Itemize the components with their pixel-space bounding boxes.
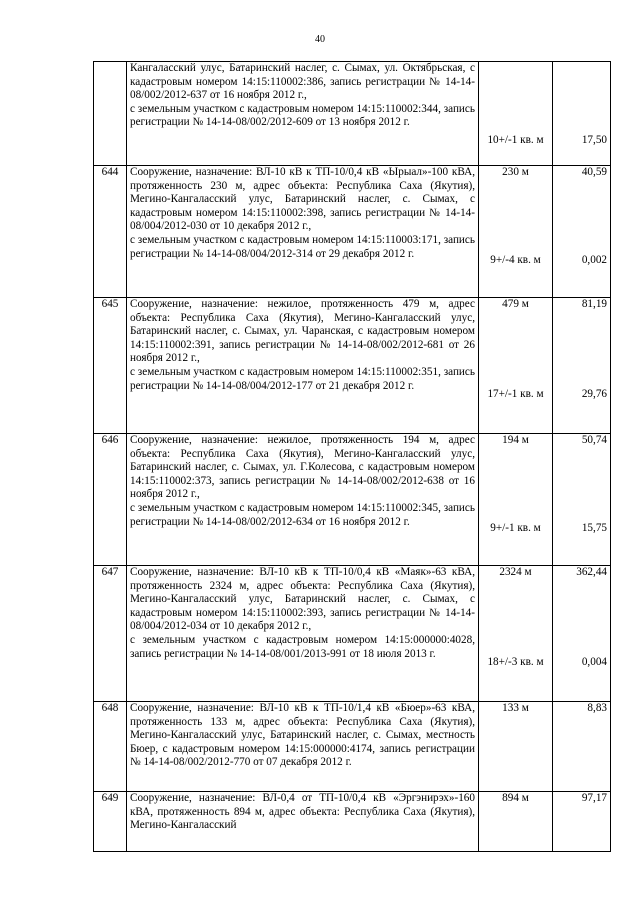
structure-value: 8,83 <box>587 702 607 714</box>
row-number: 648 <box>94 702 127 792</box>
value-cell <box>553 298 611 434</box>
object-description <box>127 702 479 792</box>
land-plot-text: с земельным участком с кадастровым номером 14:15:000000:4028, запись регистрации № 14-14-08/001/2013-991 от 18 июля 2013 г. <box>130 633 475 660</box>
land-value: 0,002 <box>581 254 607 266</box>
quantity-cell <box>479 62 553 166</box>
structure-text: Сооружение, назначение: ВЛ-10 кВ к ТП-10/0,4 кВ «Ырыал»-100 кВА, протяженность 230 м, адрес объекта: Республика Саха (Якутия), Мегино-Кангаласский улус, Батаринский наслег, с. Сымах, с кадастровым номером 14:15:110002:398, запись регистрации № 14-14-08/004/2012-030 от 10 декабря 2012 г., <box>130 166 475 233</box>
table-row <box>94 434 611 566</box>
object-description <box>127 566 479 702</box>
land-plot-text: с земельным участком с кадастровым номером 14:15:110002:345, запись регистрации № 14-14-08/002/2012-634 от 16 ноября 2012 г. <box>130 501 475 528</box>
row-number: 646 <box>94 434 127 566</box>
row-number: 647 <box>94 566 127 702</box>
value-cell <box>553 792 611 852</box>
structure-text: Сооружение, назначение: нежилое, протяженность 479 м, адрес объекта: Республика Саха (Якутия), Мегино-Кангаласский улус, Батаринский наслег, с. Сымах, ул. Чаранская, с кадастровым номером 14:15:110002:391, запись регистрации № 14-14-08/002/2012-681 от 26 ноября 2012 г., <box>130 298 475 365</box>
structure-text: Сооружение, назначение: нежилое, протяженность 194 м, адрес объекта: Республика Саха (Якутия), Мегино-Кангаласский улус, Батаринский наслег, с. Сымах, ул. Г.Колесова, с кадастровым номером 14:15:110002:373, запись регистрации № 14-14-08/002/2012-638 от 16 ноября 2012 г., <box>130 434 475 501</box>
page-number: 40 <box>315 34 325 45</box>
structure-value: 40,59 <box>581 166 607 178</box>
land-area: 9+/-1 кв. м <box>490 522 541 534</box>
land-plot-text: с земельным участком с кадастровым номером 14:15:110002:344, запись регистрации № 14-14-08/002/2012-609 от 13 ноября 2012 г. <box>130 102 475 129</box>
quantity-cell <box>479 792 553 852</box>
table-row <box>94 792 611 852</box>
value-cell <box>553 566 611 702</box>
structure-text: Сооружение, назначение: ВЛ-0,4 от ТП-10/0,4 кВ «Эргэнирэх»-160 кВА, протяженность 894 м, адрес объекта: Республика Саха (Якутия), Мегино-Кангаласский <box>130 792 475 832</box>
value-cell <box>553 166 611 298</box>
structure-value: 362,44 <box>576 566 607 578</box>
row-number: 644 <box>94 166 127 298</box>
structure-value: 50,74 <box>581 434 607 446</box>
quantity-cell <box>479 434 553 566</box>
land-value: 15,75 <box>581 522 607 534</box>
structure-length: 894 м <box>502 792 529 804</box>
object-description <box>127 62 479 166</box>
structure-length: 2324 м <box>499 566 532 578</box>
land-plot-text: с земельным участком с кадастровым номером 14:15:110002:351, запись регистрации № 14-14-08/004/2012-177 от 21 декабря 2012 г. <box>130 365 475 392</box>
quantity-cell <box>479 298 553 434</box>
quantity-cell <box>479 566 553 702</box>
object-description <box>127 298 479 434</box>
structure-length: 133 м <box>502 702 529 714</box>
land-value: 29,76 <box>581 388 607 400</box>
land-area: 18+/-3 кв. м <box>487 656 544 668</box>
structure-value: 81,19 <box>581 298 607 310</box>
value-cell <box>553 434 611 566</box>
land-area: 17+/-1 кв. м <box>487 388 544 400</box>
object-description <box>127 792 479 852</box>
table-row <box>94 702 611 792</box>
structure-text: Сооружение, назначение: ВЛ-10 кВ к ТП-10/1,4 кВ «Бюер»-63 кВА, протяженность 133 м, адрес объекта: Республика Саха (Якутия), Мегино-Кангаласский улус, Батаринский наслег, с. Сымах, местность Бюер, с кадастровым номером 14:15:000000:4174, запись регистрации № 14-14-08/002/2012-770 от 07 декабря 2012 г. <box>130 702 475 769</box>
table-row <box>94 566 611 702</box>
quantity-cell <box>479 702 553 792</box>
quantity-cell <box>479 166 553 298</box>
value-cell <box>553 702 611 792</box>
row-number: 649 <box>94 792 127 852</box>
structure-length: 194 м <box>502 434 529 446</box>
land-value: 0,004 <box>581 656 607 668</box>
structure-length: 230 м <box>502 166 529 178</box>
land-area: 9+/-4 кв. м <box>490 254 541 266</box>
object-description <box>127 434 479 566</box>
object-description <box>127 166 479 298</box>
table-row <box>94 62 611 166</box>
land-area: 10+/-1 кв. м <box>487 134 544 146</box>
structure-length: 479 м <box>502 298 529 310</box>
land-plot-text: с земельным участком с кадастровым номером 14:15:110003:171, запись регистрации № 14-14-08/004/2012-314 от 29 декабря 2012 г. <box>130 233 475 260</box>
value-cell <box>553 62 611 166</box>
row-number: 645 <box>94 298 127 434</box>
land-value: 17,50 <box>581 134 607 146</box>
structure-text: Кангаласский улус, Батаринский наслег, с. Сымах, ул. Октябрьская, с кадастровым номером 14:15:110002:386, запись регистрации № 14-14-08/002/2012-637 от 16 ноября 2012 г., <box>130 62 475 102</box>
table-row <box>94 166 611 298</box>
structure-text: Сооружение, назначение: ВЛ-10 кВ к ТП-10/0,4 кВ «Маяк»-63 кВА, протяженность 2324 м, адрес объекта: Республика Саха (Якутия), Мегино-Кангаласский улус, Батаринский наслег, с. Сымах, с кадастровым номером 14:15:110002:393, запись регистрации № 14-14-08/004/2012-034 от 10 декабря 2012 г., <box>130 566 475 633</box>
table-row <box>94 298 611 434</box>
property-table <box>93 61 611 852</box>
structure-value: 97,17 <box>581 792 607 804</box>
row-number <box>94 62 127 166</box>
